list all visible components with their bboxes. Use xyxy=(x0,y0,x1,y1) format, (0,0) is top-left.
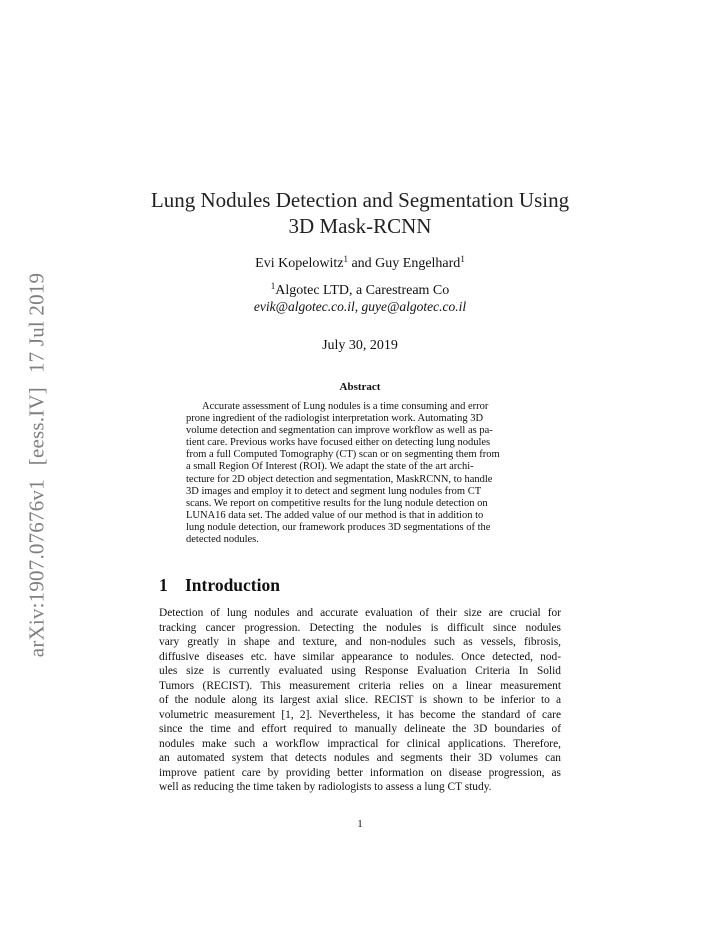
body-line: of the nodule along its largest axial slice. RECIST is shown to be inferior to a xyxy=(159,694,561,706)
body-line: Detection of lung nodules and accurate evaluation of their size are crucial for xyxy=(159,607,561,619)
abstract-line: detected nodules. xyxy=(186,534,259,546)
abstract-heading: Abstract xyxy=(339,381,381,393)
arxiv-identifier-stamp xyxy=(25,273,50,657)
arxiv-category: [eess.IV] xyxy=(24,387,49,466)
abstract-line: tecture for 2D object detection and segmentation, MaskRCNN, to handle xyxy=(186,473,493,485)
abstract-line: volume detection and segmentation can improve workflow as well as pa- xyxy=(186,425,493,437)
abstract-line: Accurate assessment of Lung nodules is a time consuming and error xyxy=(202,401,489,412)
paper-date: July 30, 2019 xyxy=(322,338,398,353)
body-line: since the time and effort required to manually delineate the 3D boundaries of xyxy=(159,723,561,735)
author-list xyxy=(0,256,720,272)
author-name: Guy Engelhard xyxy=(375,256,461,271)
author-name: Evi Kopelowitz xyxy=(255,256,344,271)
body-line: an automated system that detects nodules and segments their 3D volumes can xyxy=(159,752,561,764)
arxiv-id: arXiv:1907.07676v1 xyxy=(24,479,49,658)
section-heading xyxy=(159,575,280,596)
author-conjunction: and xyxy=(351,256,372,271)
arxiv-date: 17 Jul 2019 xyxy=(24,272,49,374)
affiliation-name: Algotec LTD, a Carestream Co xyxy=(275,283,450,298)
abstract-body xyxy=(186,401,532,546)
abstract-line: a small Region Of Interest (ROI). We adapt the state of the art archi- xyxy=(186,461,474,473)
body-line: nodules make such a workflow impractical for clinical applications. Therefore, xyxy=(159,737,561,750)
abstract-line: prone ingredient of the radiologist interpretation work. Automating 3D xyxy=(186,413,484,425)
introduction-paragraph xyxy=(159,606,561,795)
affiliation-marker: 1 xyxy=(270,281,276,291)
affiliation-marker: 1 xyxy=(343,254,348,264)
abstract-line: 3D images and employ it to detect and segment lung nodules from CT xyxy=(186,485,482,497)
abstract-line: tient care. Previous works have focused either on detecting lung nodules xyxy=(186,437,491,449)
title-line-2: 3D Mask-RCNN xyxy=(288,214,432,238)
body-line: improve patient care by providing better information on disease progression, as xyxy=(159,766,561,779)
body-line: well as reducing the time taken by radiologists to assess a lung CT study. xyxy=(159,781,492,793)
abstract-line: from a full Computed Tomography (CT) scan or on segmenting them from xyxy=(186,449,500,461)
body-line: diffusive diseases etc. have similar appearance to nodules. Once detected, nod- xyxy=(159,650,561,663)
body-line: tracking cancer progression. Detecting the nodules is difficult since nodules xyxy=(159,621,561,634)
paper-title xyxy=(0,187,720,239)
body-line: Tumors (RECIST). This measurement criteria relies on a linear measurement xyxy=(159,679,561,692)
author-emails: evik@algotec.co.il, guye@algotec.co.il xyxy=(253,299,467,314)
body-line: vary greatly in shape and texture, and non-nodules such as vessels, fibrosis, xyxy=(159,636,561,648)
section-number: 1 xyxy=(159,575,168,595)
body-line: volumetric measurement [1, 2]. Nevertheless, it has become the standard of care xyxy=(159,708,561,721)
abstract-line: LUNA16 data set. The added value of our method is that in addition to xyxy=(186,509,484,521)
section-title: Introduction xyxy=(185,575,280,595)
body-line: ules size is currently evaluated using Response Evaluation Criteria In Solid xyxy=(159,665,561,677)
affiliation xyxy=(0,283,720,299)
abstract-line: scans. We report on competitive results for the lung nodule detection on xyxy=(186,497,488,509)
page-number: 1 xyxy=(357,818,363,830)
abstract-line: lung nodule detection, our framework produces 3D segmentations of the xyxy=(186,521,491,533)
title-line-1: Lung Nodules Detection and Segmentation Using xyxy=(150,188,570,212)
affiliation-marker: 1 xyxy=(460,254,465,264)
